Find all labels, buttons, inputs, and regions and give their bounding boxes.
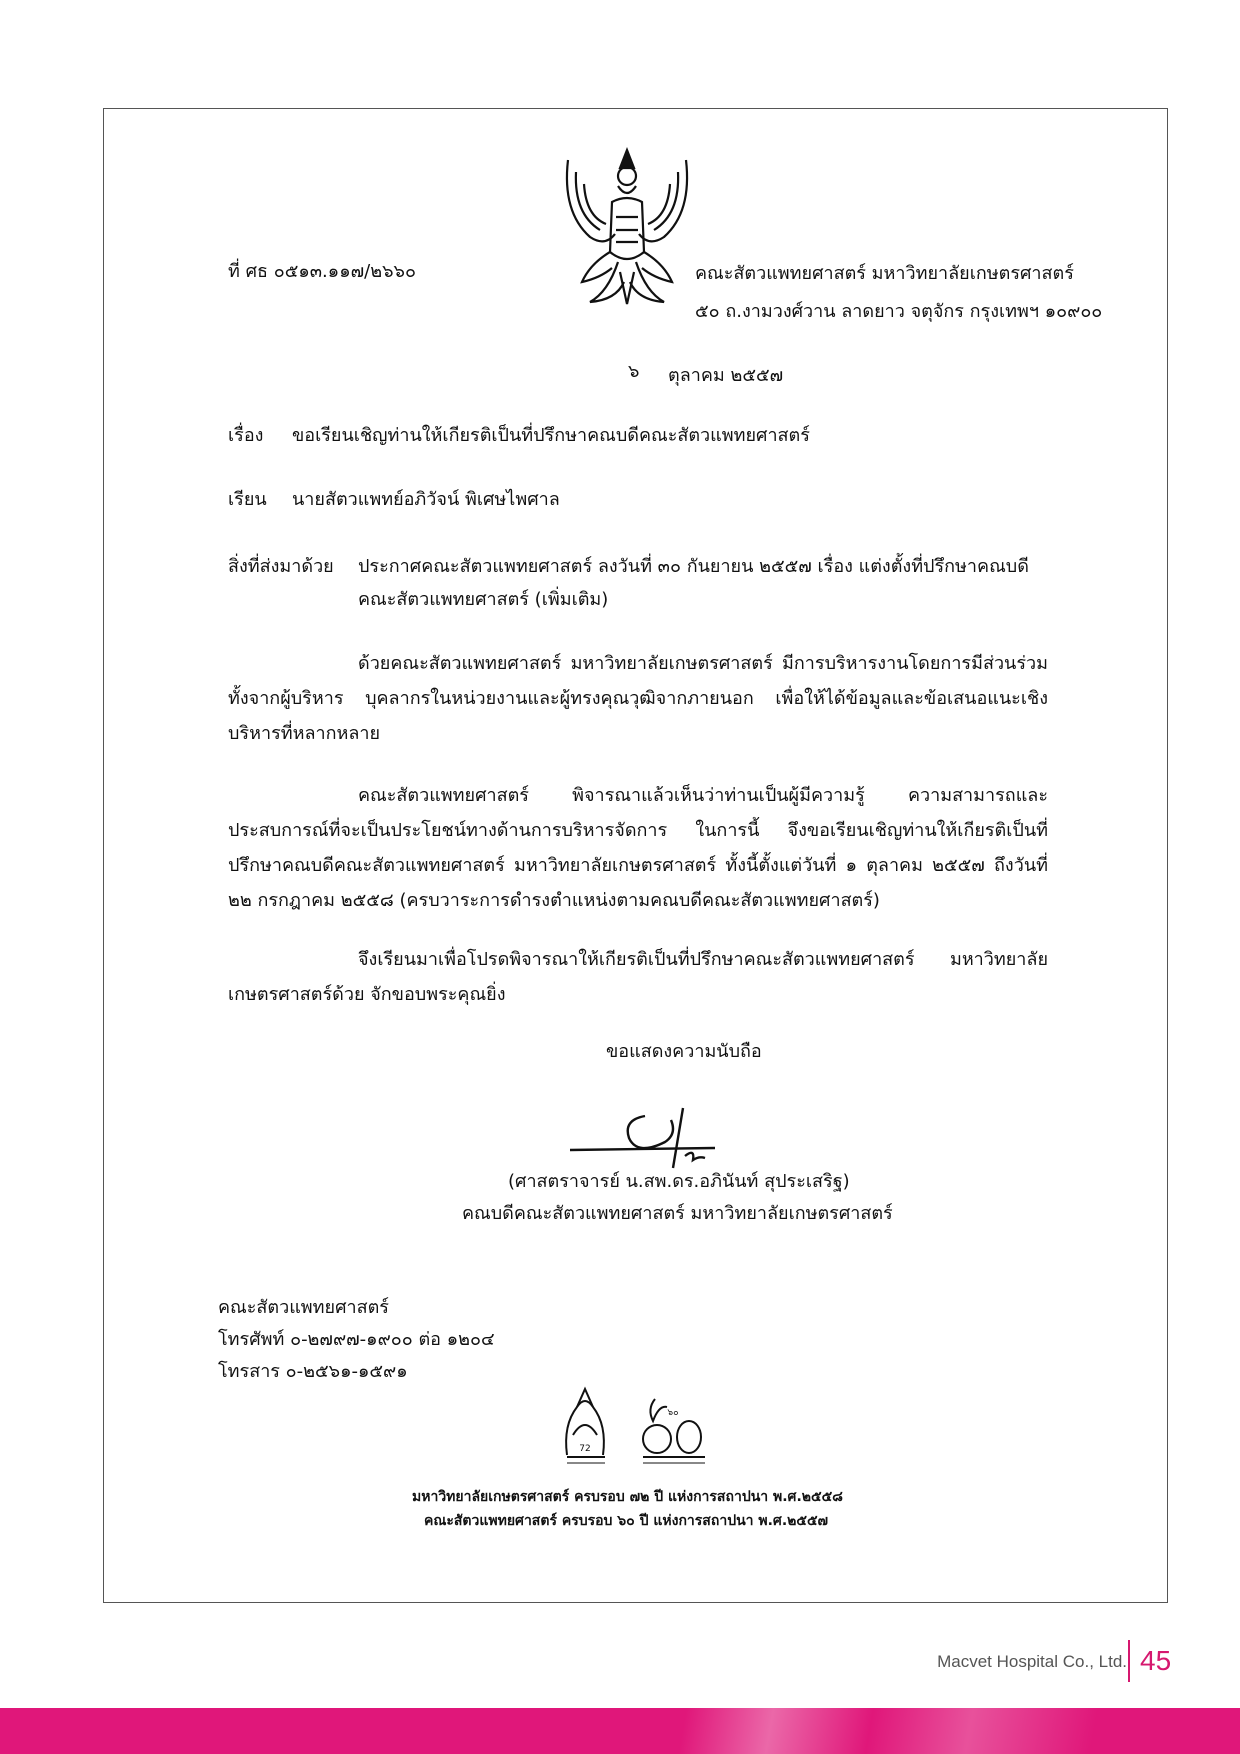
paragraph-1: ด้วยคณะสัตวแพทยศาสตร์ มหาวิทยาลัยเกษตรศาสตร์ มีการบริหารงานโดยการมีส่วนร่วมทั้งจากผู้บริหาร บุคลากรในหน่วยงานและผู้ทรงคุณวุฒิจากภายนอก เพื่อให้ได้ข้อมูลและข้อเสนอแนะเชิงบริหารที่หลากหลาย [228,653,1048,744]
date-month-year: ตุลาคม ๒๕๕๗ [668,365,784,386]
garuda-emblem-icon [560,142,694,312]
paragraph-3: จึงเรียนมาเพื่อโปรดพิจารณาให้เกียรติเป็นที่ปรึกษาคณะสัตวแพทยศาสตร์ มหาวิทยาลัยเกษตรศาสตร์ด้วย จักขอบพระคุณยิ่ง [228,949,1048,1005]
handwritten-signature [565,1098,745,1178]
page-number: 45 [1140,1645,1172,1676]
subject: ขอเรียนเชิญท่านให้เกียรติเป็นที่ปรึกษาคณบดีคณะสัตวแพทยศาสตร์ [292,425,810,446]
logo-60-text: ๖๐ [667,1408,679,1418]
contact-fax: โทรสาร ๐-๒๕๖๑-๑๕๙๑ [218,1361,408,1382]
contact-org: คณะสัตวแพทยศาสตร์ [218,1297,389,1318]
org-name: คณะสัตวแพทยศาสตร์ มหาวิทยาลัยเกษตรศาสตร์ [695,263,1074,284]
contact-phone: โทรศัพท์ ๐-๒๗๙๗-๑๙๐๐ ต่อ ๑๒๐๔ [218,1329,495,1350]
company-name: Macvet Hospital Co., Ltd. [937,1652,1127,1671]
paragraph-2: คณะสัตวแพทยศาสตร์ พิจารณาแล้วเห็นว่าท่านเป็นผู้มีความรู้ ความสามารถและประสบการณ์ที่จะเป็นประโยชน์ทางด้านการบริหารจัดการ ในการนี้ จึงขอเรียนเชิญท่านให้เกียรติเป็นที่ปรึกษาคณบดีคณะสัตวแพทยศาสตร์ มหาวิทยาลัยเกษตรศาสตร์ ทั้งนี้ตั้งแต่วันที่ ๑ ตุลาคม ๒๕๕๗ ถึงวันที่ ๒๒ กรกฎาคม ๒๕๕๘ (ครบวาระการดำรงตำแหน่งตามคณบดีคณะสัตวแพทยศาสตร์) [228,785,1048,911]
date-day: ๖ [628,361,640,382]
recipient-label: เรียน [228,489,267,510]
anniversary-line-1: มหาวิทยาลัยเกษตรศาสตร์ ครบรอบ ๗๒ ปี แห่งการสถาปนา พ.ศ.๒๕๕๘ [412,1489,843,1505]
signer-title: คณบดีคณะสัตวแพทยศาสตร์ มหาวิทยาลัยเกษตรศาสตร์ [462,1203,893,1224]
recipient: นายสัตวแพทย์อภิวัจน์ พิเศษไพศาล [292,489,560,510]
page-number-divider [1128,1640,1130,1682]
anniversary-logos-icon [555,1385,715,1470]
org-address: ๕๐ ถ.งามวงศ์วาน ลาดยาว จตุจักร กรุงเทพฯ ๑๐๙๐๐ [695,301,1103,322]
logo-72-text: 72 [579,1444,591,1454]
enclosure-label: สิ่งที่ส่งมาด้วย [228,556,334,577]
closing: ขอแสดงความนับถือ [606,1041,762,1062]
reference-number: ที่ ศธ ๐๕๑๓.๑๑๗/๒๖๖๐ [228,261,416,282]
subject-label: เรื่อง [228,425,264,446]
footer-band-highlight [0,1708,1240,1754]
enclosure-line-1: ประกาศคณะสัตวแพทยศาสตร์ ลงวันที่ ๓๐ กันยายน ๒๕๕๗ เรื่อง แต่งตั้งที่ปรึกษาคณบดี [358,556,1029,577]
enclosure-line-2: คณะสัตวแพทยศาสตร์ (เพิ่มเติม) [358,589,609,610]
signer-name: (ศาสตราจารย์ น.สพ.ดร.อภินันท์ สุประเสริฐ) [508,1171,850,1192]
anniversary-line-2: คณะสัตวแพทยศาสตร์ ครบรอบ ๖๐ ปี แห่งการสถาปนา พ.ศ.๒๕๕๗ [424,1513,829,1529]
